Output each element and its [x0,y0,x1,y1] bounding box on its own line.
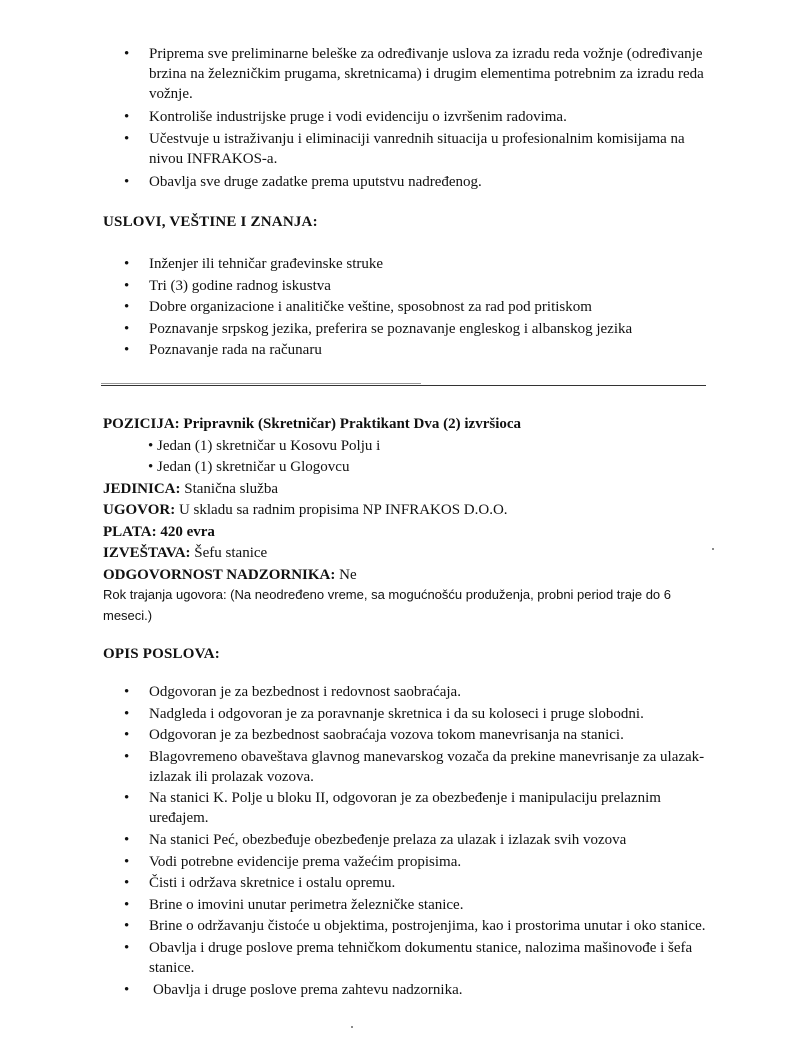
duties-list [0,682,780,1001]
skills-list [0,254,780,362]
list-item: • Poznavanje rada na računaru [0,340,780,360]
list-item: • Poznavanje srpskog jezika, preferira se poznavanje engleskog i albanskog jezika [0,319,780,339]
list-item: • Odgovoran je za bezbednost i redovnost saobraćaja. [0,682,780,702]
reports-value: Šefu stanice [194,545,268,561]
skills-heading: USLOVI, VEŠTINE I ZNANJA: [103,214,318,230]
scan-speck [712,548,714,550]
duties-heading: OPIS POSLOVA: [103,646,220,662]
list-item: • Nadgleda i odgovoran je za poravnanje skretnica i da su koloseci i pruge slobodni. [0,704,780,724]
position-value: Pripravnik (Skretničar) Praktikant Dva (2) izvršioca [183,416,522,432]
reports-label: IZVEŠTAVA: [103,545,191,561]
contract-duration: Rok trajanja ugovora: (Na neodređeno vreme, sa mogućnošću produženja, probni period traje do 6 meseci.) [103,587,672,623]
list-item: • Kontroliše industrijske pruge i vodi evidenciju o izvršenim radovima. [0,107,780,127]
salary-line [103,522,215,543]
list-item: • Odgovoran je za bezbednost saobraćaja vozova tokom manevrisanja na stanici. [0,725,780,745]
list-item: • Na stanici Peć, obezbeđuje obezbeđenje prelaza za ulazak i izlazak svih vozova [0,830,780,850]
unit-label: JEDINICA: [103,481,181,497]
contract-value: U skladu sa radnim propisima NP INFRAKOS D.O.O. [178,502,508,518]
contract-line [103,500,508,521]
position-sub-item: • Jedan (1) skretničar u Kosovu Polju i [148,438,381,454]
list-item: • Vodi potrebne evidencije prema važećim propisima. [0,852,780,872]
contract-label: UGOVOR: [103,502,176,518]
list-item: • Dobre organizacione i analitičke veštine, sposobnost za rad pod pritiskom [0,297,780,317]
list-item: • Inženjer ili tehničar građevinske struke [0,254,780,274]
list-item: • Čisti i održava skretnice i ostalu opremu. [0,873,780,893]
list-item: • Obavlja i druge poslove prema tehničkom dokumentu stanice, nalozima mašinovođe i šefa stanice. [0,938,780,978]
salary-label: PLATA: [103,524,157,540]
list-item: • Na stanici K. Polje u bloku II, odgovoran je za obezbeđenje i manipulaciju prelaznim uređajem. [0,788,780,828]
supervisor-value: Ne [339,567,357,583]
list-item: • Učestvuje u istraživanju i eliminaciji vanrednih situacija u profesionalnim komisijama na nivou INFRAKOS-a. [0,129,780,169]
position-sub-item: • Jedan (1) skretničar u Glogovcu [148,459,350,475]
supervisor-line [103,565,357,586]
list-item: • Blagovremeno obaveštava glavnog manevarskog vozača da prekine manevrisanje za ulazak-izlazak ili prolazak vozova. [0,747,780,787]
responsibilities-list-continued [0,44,780,194]
supervisor-label: ODGOVORNOST NADZORNIKA: [103,567,336,583]
unit-line [103,479,278,500]
salary-value: 420 evra [160,524,215,540]
list-item: • Brine o imovini unutar perimetra železničke stanice. [0,895,780,915]
list-item: • Obavlja sve druge zadatke prema uputstvu nadređenog. [0,172,780,192]
scan-speck [351,1026,353,1028]
list-item: • Obavlja i druge poslove prema zahtevu nadzornika. [0,980,780,1000]
unit-value: Stanična služba [184,481,278,497]
section-divider [101,385,706,386]
list-item: • Brine o održavanju čistoće u objektima, postrojenjima, kao i prostorima unutar i oko stanice. [0,916,780,936]
position-label: POZICIJA: [103,416,180,432]
position-line [103,414,521,435]
reports-line [103,543,267,564]
list-item: • Tri (3) godine radnog iskustva [0,276,780,296]
list-item: • Priprema sve preliminarne beleške za određivanje uslova za izradu reda vožnje (određivanje brzina na železničkim prugama, skretnicama) i drugim elementima potrebnim za izradu reda vožnje. [0,44,780,104]
